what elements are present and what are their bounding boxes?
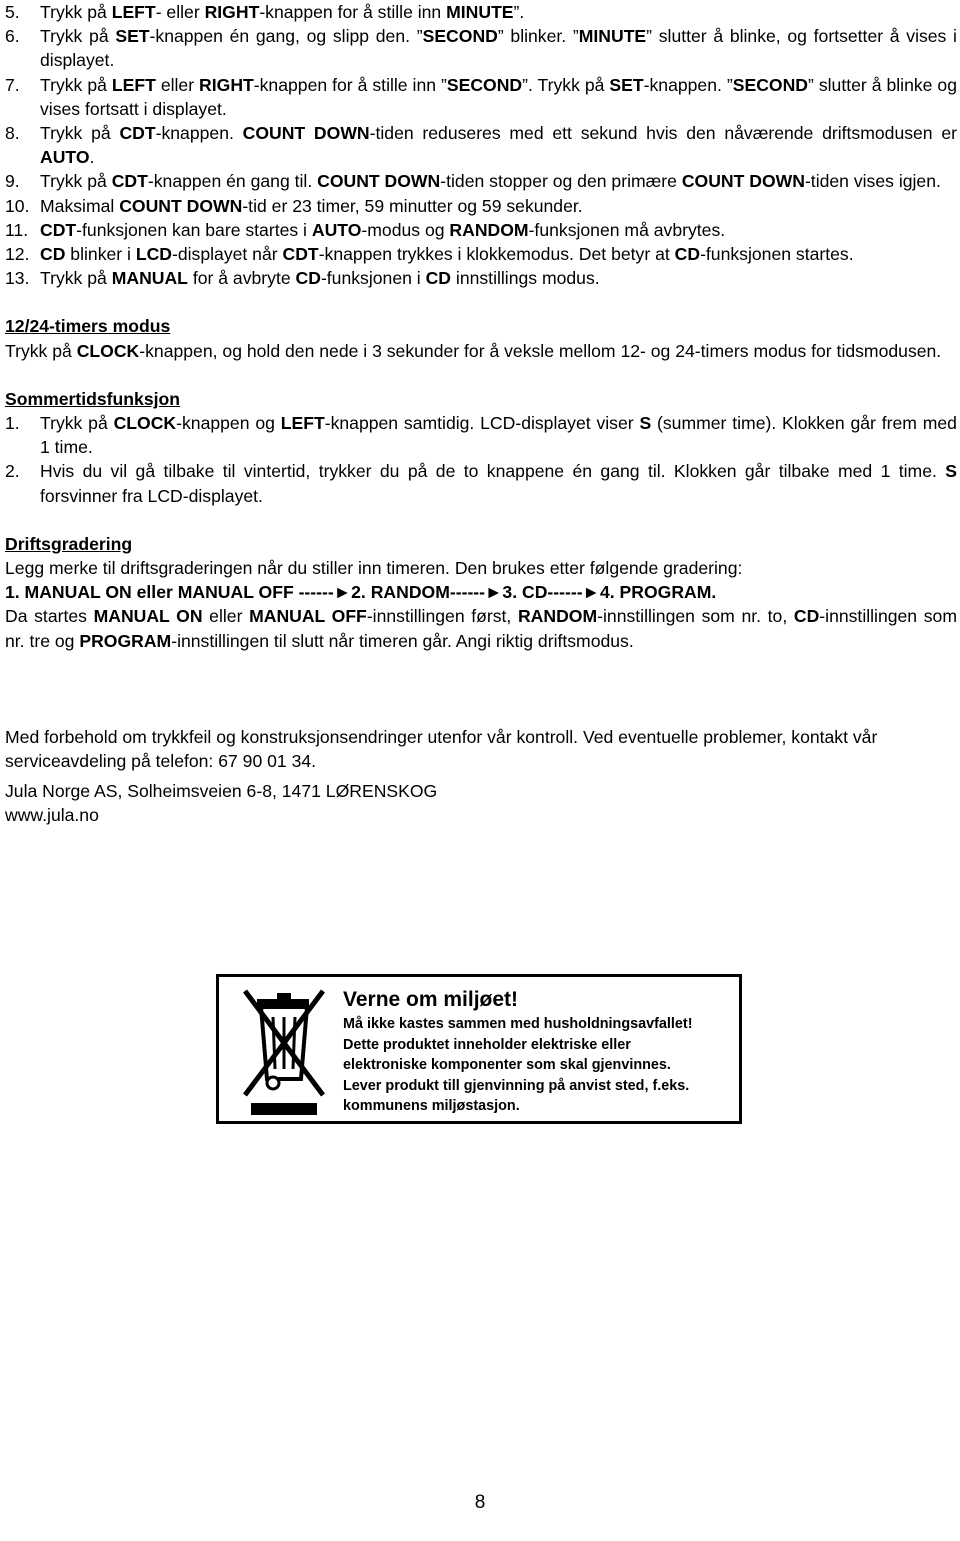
mode-description: Trykk på CLOCK-knappen, og hold den nede i 3 sekunder for å veksle mellom 12- og 24-timers modus for tidsmodusen. <box>5 340 942 361</box>
summer-time-steps <box>5 411 957 508</box>
drift-intro: Legg merke til driftsgraderingen når du stiller inn timeren. Den brukes etter følgende gradering: <box>5 558 743 579</box>
instruction-steps <box>5 0 957 290</box>
disclaimer-text: Med forbehold om trykkfeil og konstruksjonsendringer utenfor vår kontroll. Ved eventuelle problemer, kontakt vår serviceavdeling på telefon: 67 90 01 34. <box>5 726 878 772</box>
step-text: CDT-funksjonen kan bare startes i AUTO-modus og RANDOM-funksjonen må avbrytes. <box>40 219 726 240</box>
environment-notice-line: elektroniske komponenter som skal gjenvinnes. <box>343 1057 671 1073</box>
step-item <box>5 24 957 72</box>
footer <box>5 725 957 828</box>
step-text: Trykk på LEFT- eller RIGHT-knappen for å stille inn MINUTE”. <box>40 2 525 22</box>
environment-notice-line: Må ikke kastes sammen med husholdningsavfallet! <box>343 1016 693 1032</box>
step-item <box>5 411 957 459</box>
step-text: Trykk på CDT-knappen én gang til. COUNT DOWN-tiden stopper og den primære COUNT DOWN-tiden vises igjen. <box>40 171 941 192</box>
company-address: Jula Norge AS, Solheimsveien 6-8, 1471 LØRENSKOG <box>5 781 438 802</box>
environment-notice-title: Verne om miljøet! <box>343 988 519 1011</box>
step-item <box>5 266 957 290</box>
step-text: Maksimal COUNT DOWN-tid er 23 timer, 59 minutter og 59 sekunder. <box>40 195 583 216</box>
step-item <box>5 459 957 507</box>
environment-notice-line: kommunens miljøstasjon. <box>343 1098 520 1114</box>
step-number: 11. <box>5 219 29 240</box>
step-item <box>5 169 957 193</box>
environment-notice-line: Lever produkt till gjenvinning på anvist sted, f.eks. <box>343 1077 690 1094</box>
summer-time-section <box>5 387 957 508</box>
section-heading-drift: Driftsgradering <box>5 533 133 554</box>
step-number: 10. <box>5 195 30 216</box>
page-number: 8 <box>474 1492 486 1513</box>
drift-section <box>5 532 957 653</box>
step-number: 5. <box>5 2 20 22</box>
crossed-out-wheelie-bin-icon <box>233 981 335 1121</box>
step-text: Hvis du vil gå tilbake til vintertid, trykker du på de to knappene én gang til. Klokken går tilbake med 1 time. S forsvinner fra LCD-displayet. <box>40 461 957 506</box>
step-text: Trykk på LEFT eller RIGHT-knappen for å stille inn ”SECOND”. Trykk på SET-knappen. ”SECOND” slutter å blinke og vises fortsatt i displayet. <box>40 74 957 119</box>
step-text: Trykk på CDT-knappen. COUNT DOWN-tiden reduseres med ett sekund hvis den nåværende driftsmodusen er AUTO. <box>40 123 957 168</box>
step-number: 6. <box>5 26 20 47</box>
step-item <box>5 0 957 24</box>
environment-notice-line: Dette produktet inneholder elektriske eller <box>343 1036 631 1053</box>
website-link[interactable]: www.jula.no <box>5 805 99 826</box>
step-item <box>5 194 957 218</box>
drift-description: Da startes MANUAL ON eller MANUAL OFF-innstillingen først, RANDOM-innstillingen som nr. to, CD-innstillingen som nr. tre og PROGRAM-innstillingen til slutt når timeren går. Angi riktig driftsmodus. <box>5 606 957 651</box>
section-heading-summer-time: Sommertidsfunksjon <box>5 388 180 409</box>
step-text: Trykk på MANUAL for å avbryte CD-funksjonen i CD innstillings modus. <box>40 268 600 289</box>
step-number: 12. <box>5 244 30 265</box>
step-item <box>5 218 957 242</box>
step-number: 2. <box>5 461 20 482</box>
mode-section <box>5 314 957 362</box>
step-number: 7. <box>5 74 20 95</box>
step-number: 8. <box>5 123 20 144</box>
manual-page <box>5 0 957 828</box>
step-number: 9. <box>5 171 20 192</box>
step-text: CD blinker i LCD-displayet når CDT-knappen trykkes i klokkemodus. Det betyr at CD-funksjonen startes. <box>40 244 854 265</box>
step-item <box>5 121 957 169</box>
step-number: 13. <box>5 268 30 289</box>
step-number: 1. <box>5 413 20 434</box>
drift-order: 1. MANUAL ON eller MANUAL OFF ------►2. RANDOM------►3. CD------►4. PROGRAM. <box>5 582 717 603</box>
step-item <box>5 242 957 266</box>
environment-notice-box <box>216 974 742 1124</box>
environment-notice-text <box>343 986 738 1117</box>
step-item <box>5 73 957 121</box>
step-text: Trykk på SET-knappen én gang, og slipp den. ”SECOND” blinker. ”MINUTE” slutter å blinke, og fortsetter å vises i displayet. <box>40 26 957 71</box>
section-heading-mode: 12/24-timers modus <box>5 316 171 337</box>
step-text: Trykk på CLOCK-knappen og LEFT-knappen samtidig. LCD-displayet viser S (summer time). Klokken går frem med 1 time. <box>40 413 957 458</box>
